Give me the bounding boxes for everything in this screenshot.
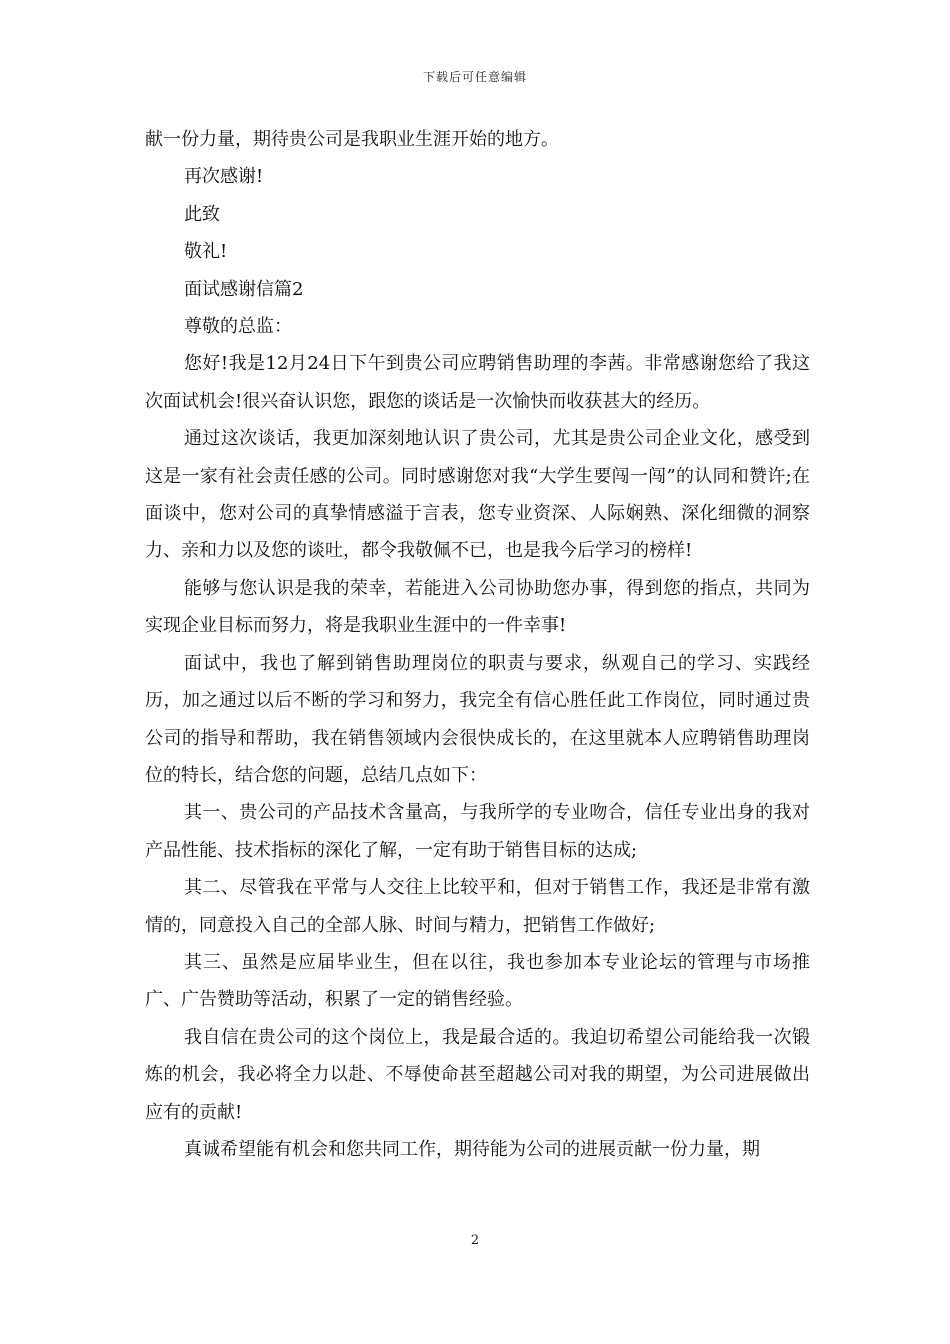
page-number: 2 <box>470 1233 480 1248</box>
paragraph: 通过这次谈话，我更加深刻地认识了贵公司，尤其是贵公司企业文化，感受到这是一家有社会责任感的公司。同时感谢您对我“大学生要闯一闯”的认同和赞许;在面谈中，您对公司的真挚情感溢于言表，您专业资深、人际娴熟、深化细微的洞察力、亲和力以及您的谈吐，都令我敬佩不已，也是我今后学习的榜样! <box>145 428 810 562</box>
header-note: 下载后可任意编辑 <box>422 70 527 84</box>
salutation: 尊敬的总监： <box>184 316 292 338</box>
paragraph: 您好!我是12月24日下午到贵公司应聘销售助理的李茜。非常感谢您给了我这次面试机会!很兴奋认识您，跟您的谈话是一次愉快而收获甚大的经历。 <box>145 353 810 412</box>
paragraph: 再次感谢! <box>184 166 264 188</box>
paragraph: 敬礼! <box>184 241 228 263</box>
paragraph: 献一份力量，期待贵公司是我职业生涯开始的地方。 <box>145 129 559 150</box>
paragraph: 面试中，我也了解到销售助理岗位的职责与要求，纵观自己的学习、实践经历，加之通过以后不断的学习和努力，我完全有信心胜任此工作岗位，同时通过贵公司的指导和帮助，我在销售领域内会很快成长的，在这里就本人应聘销售助理岗位的特长，结合您的问题，总结几点如下： <box>145 652 810 786</box>
letter-body <box>145 121 810 1168</box>
paragraph: 我自信在贵公司的这个岗位上，我是最合适的。我迫切希望公司能给我一次锻炼的机会，我必将全力以赴、不辱使命甚至超越公司对我的期望，为公司进展做出应有的贡献! <box>145 1026 810 1123</box>
paragraph: 其一、贵公司的产品技术含量高，与我所学的专业吻合，信任专业出身的我对产品性能、技术指标的深化了解，一定有助于销售目标的达成; <box>145 802 810 861</box>
paragraph: 能够与您认识是我的荣幸，若能进入公司协助您办事，得到您的指点，共同为实现企业目标而努力，将是我职业生涯中的一件幸事! <box>145 577 810 637</box>
section-title: 面试感谢信篇2 <box>184 278 304 300</box>
paragraph: 其二、尽管我在平常与人交往上比较平和，但对于销售工作，我还是非常有激情的，同意投入自己的全部人脉、时间与精力，把销售工作做好; <box>145 877 810 936</box>
paragraph: 真诚希望能有机会和您共同工作，期待能为公司的进展贡献一份力量，期 <box>184 1138 760 1160</box>
paragraph: 其三、虽然是应届毕业生，但在以往，我也参加本专业论坛的管理与市场推广、广告赞助等活动，积累了一定的销售经验。 <box>145 951 810 1011</box>
paragraph: 此致 <box>184 203 220 225</box>
